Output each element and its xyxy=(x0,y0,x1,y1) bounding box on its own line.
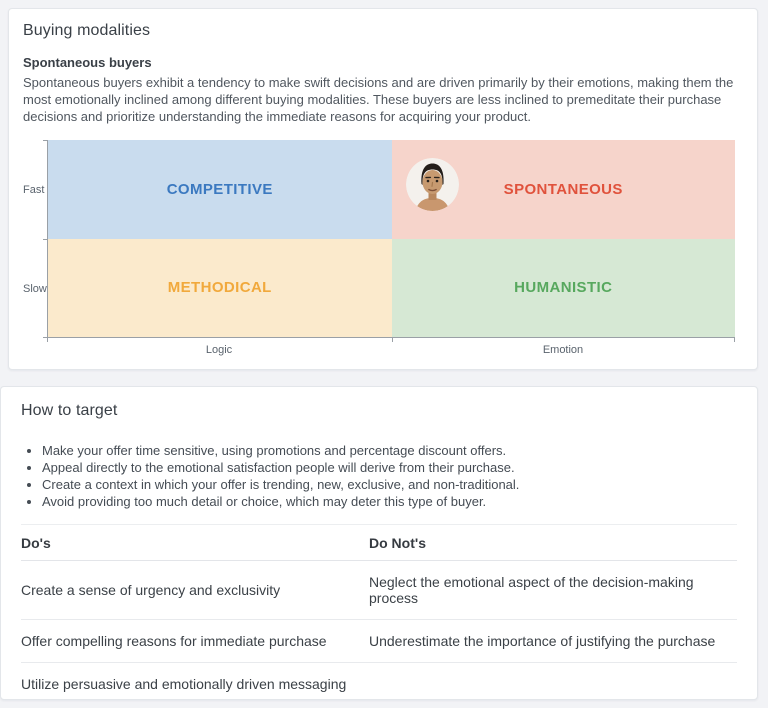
quadrant-plot-area xyxy=(47,140,735,338)
table-cell-dont: Neglect the emotional aspect of the decision-making process xyxy=(369,561,737,620)
quadrant-spontaneous xyxy=(392,140,736,239)
spontaneous-buyers-description: Spontaneous buyers exhibit a tendency to make swift decisions and are driven primarily by their emotions, making them the most emotionally inclined among different buying modalities. These buyers are less inclined to premeditate their purchase decisions and prioritize understanding the immediate reasons for acquiring your product. xyxy=(23,75,734,124)
table-cell-dont xyxy=(369,663,737,706)
buying-modalities-quadrant-chart xyxy=(23,140,743,362)
buying-modalities-card xyxy=(8,8,758,370)
x-axis-labels xyxy=(47,339,735,356)
table-row xyxy=(21,620,737,663)
quadrant-label-methodical: METHODICAL xyxy=(167,279,272,297)
y-axis-label-fast: Fast xyxy=(23,183,45,196)
how-to-target-card xyxy=(0,386,758,700)
quadrant-competitive xyxy=(48,140,392,239)
table-cell-do: Offer compelling reasons for immediate purchase xyxy=(21,620,369,663)
column-header-dos: Do's xyxy=(21,525,369,561)
list-item: • Make your offer time sensitive, using promotions and percentage discount offers. xyxy=(42,442,737,459)
targeting-tips-list xyxy=(21,442,737,510)
y-axis-label-slow: Slow xyxy=(23,282,47,295)
buying-modalities-title: Buying modalities xyxy=(23,22,151,39)
x-axis-label-emotion: Emotion xyxy=(542,344,584,356)
table-row xyxy=(21,663,737,706)
table-cell-do: Utilize persuasive and emotionally driven messaging xyxy=(21,676,347,692)
how-to-target-title: How to target xyxy=(21,402,118,419)
table-cell-dont: Underestimate the importance of justifying the purchase xyxy=(369,620,737,663)
x-axis-label-logic: Logic xyxy=(205,344,233,356)
list-item: • Create a context in which your offer is trending, new, exclusive, and non-traditional. xyxy=(42,476,737,493)
buyer-avatar xyxy=(406,158,459,211)
table-row xyxy=(21,561,737,620)
table-header-row xyxy=(21,525,737,561)
quadrant-label-humanistic: HUMANISTIC xyxy=(514,279,613,297)
column-header-donts: Do Not's xyxy=(369,525,737,561)
dos-donts-table xyxy=(21,524,737,705)
quadrant-label-competitive: COMPETITIVE xyxy=(166,180,273,198)
list-item: • Appeal directly to the emotional satisfaction people will derive from their purchase. xyxy=(42,459,737,476)
table-cell-do: Create a sense of urgency and exclusivity xyxy=(21,561,369,620)
man-portrait-icon xyxy=(406,158,459,211)
quadrant-humanistic xyxy=(392,239,736,338)
quadrant-methodical xyxy=(48,239,392,338)
list-item: • Avoid providing too much detail or choice, which may deter this type of buyer. xyxy=(42,493,737,510)
quadrant-label-spontaneous: SPONTANEOUS xyxy=(503,180,623,198)
spontaneous-buyers-subheading: Spontaneous buyers xyxy=(23,55,152,70)
